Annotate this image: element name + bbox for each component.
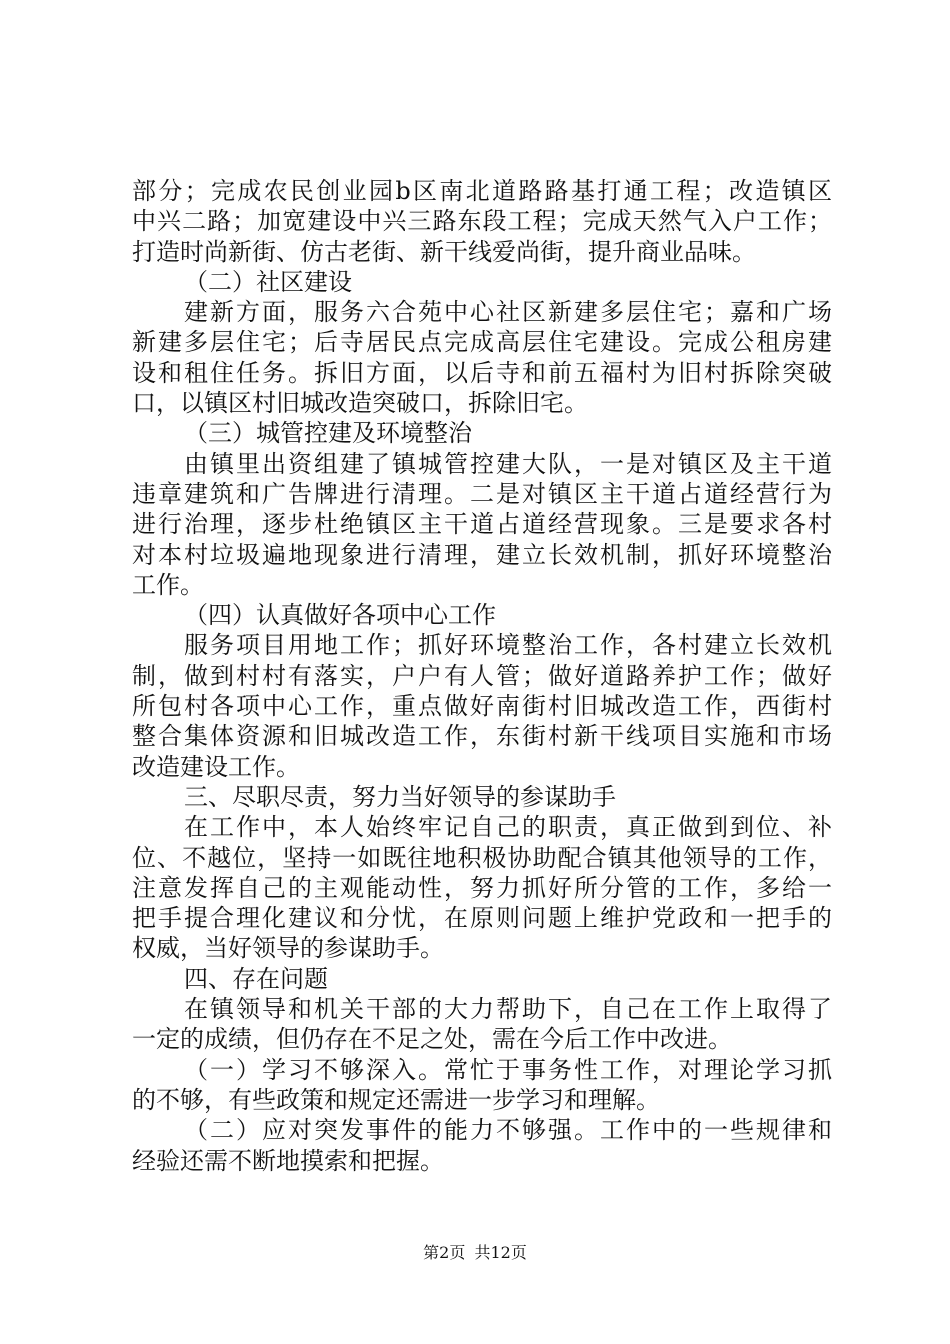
- text-line: 在镇领导和机关干部的大力帮助下，自己在工作上取得了: [184, 995, 832, 1024]
- text-line: 工作。: [132, 570, 204, 599]
- page-total: 共12页: [474, 1243, 527, 1262]
- text-line: 设和租住任务。拆旧方面，以后寺和前五福村为旧村拆除突破: [132, 358, 832, 387]
- text-line: （三）城管控建及环境整治: [184, 419, 472, 448]
- text-line: 打造时尚新街、仿古老街、新干线爱尚街，提升商业品味。: [132, 237, 756, 266]
- document-body: [132, 176, 832, 1176]
- page-footer: [0, 1243, 950, 1263]
- text-line: 的不够，有些政策和规定还需进一步学习和理解。: [132, 1085, 660, 1114]
- text-line: （四）认真做好各项中心工作: [184, 601, 496, 630]
- text-line: 在工作中，本人始终牢记自己的职责，真正做到到位、补: [184, 813, 832, 842]
- text-line: 进行治理，逐步杜绝镇区主干道占道经营现象。三是要求各村: [132, 510, 832, 539]
- text-line: 违章建筑和广告牌进行清理。二是对镇区主干道占道经营行为: [132, 479, 832, 508]
- text-line: （二）应对突发事件的能力不够强。工作中的一些规律和: [184, 1116, 832, 1145]
- text-line: （一）学习不够深入。常忙于事务性工作，对理论学习抓: [184, 1055, 832, 1084]
- text-line: 三、尽职尽责，努力当好领导的参谋助手: [184, 782, 616, 811]
- text-line: 口，以镇区村旧城改造突破口，拆除旧宅。: [132, 389, 588, 418]
- text-line: 一定的成绩，但仍存在不足之处，需在今后工作中改进。: [132, 1025, 732, 1054]
- text-line: 位、不越位，坚持一如既往地积极协助配合镇其他领导的工作，: [132, 843, 832, 872]
- text-line: 建新方面，服务六合苑中心社区新建多层住宅；嘉和广场: [184, 298, 832, 327]
- text-line: 服务项目用地工作；抓好环境整治工作，各村建立长效机: [184, 631, 832, 660]
- text-line: 新建多层住宅；后寺居民点完成高层住宅建设。完成公租房建: [132, 328, 832, 357]
- text-line: 所包村各项中心工作，重点做好南街村旧城改造工作，西街村: [132, 692, 832, 721]
- text-line: 对本村垃圾遍地现象进行清理，建立长效机制，抓好环境整治: [132, 540, 832, 569]
- text-line: 四、存在问题: [184, 964, 328, 993]
- text-line: 整合集体资源和旧城改造工作，东街村新干线项目实施和市场: [132, 722, 832, 751]
- text-line: 制，做到村村有落实，户户有人管；做好道路养护工作；做好: [132, 661, 832, 690]
- text-line: 把手提合理化建议和分忧，在原则问题上维护党政和一把手的: [132, 904, 832, 933]
- text-line: 注意发挥自己的主观能动性，努力抓好所分管的工作，多给一: [132, 873, 832, 902]
- text-line: 经验还需不断地摸索和把握。: [132, 1146, 444, 1175]
- text-line: 权威，当好领导的参谋助手。: [132, 934, 444, 963]
- text-line: 由镇里出资组建了镇城管控建大队，一是对镇区及主干道: [184, 449, 832, 478]
- text-line: 改造建设工作。: [132, 752, 300, 781]
- text-line: 中兴二路；加宽建设中兴三路东段工程；完成天然气入户工作；: [132, 207, 832, 236]
- text-line: 部分；完成农民创业园b区南北道路路基打通工程；改造镇区: [132, 177, 832, 205]
- text-line: （二）社区建设: [184, 267, 352, 296]
- page-number: 第2页: [423, 1243, 466, 1262]
